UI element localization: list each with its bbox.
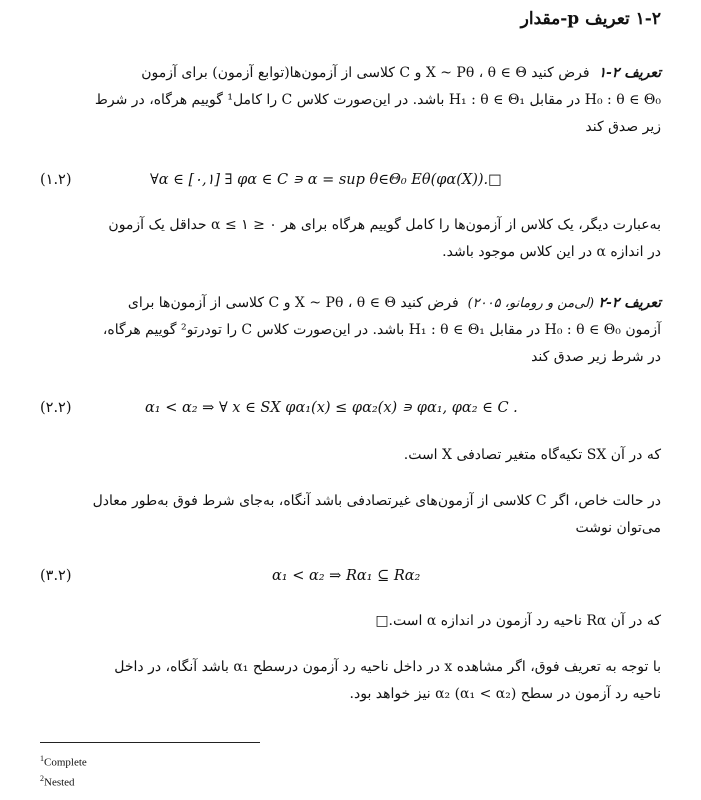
- equation-1: [40, 170, 660, 196]
- section-title: ۱-۲ تعریف p-مقدار: [520, 9, 661, 29]
- definition-2-text-1: فرض کنید X ~ Pθ ، θ ∈ Θ و C کلاسی از آزمون‌ها برای: [127, 295, 459, 311]
- footnote-1: [40, 752, 87, 770]
- definition-1-label: تعریف ۲-۱: [598, 65, 661, 81]
- equation-1-number: (۱.۲): [40, 172, 72, 188]
- definition-2-label: تعریف ۲-۲: [598, 295, 661, 311]
- paragraph-2-line-1: به‌عبارت دیگر، یک کلاس از آزمون‌ها را کامل گوییم هرگاه برای هر ۰ ≤ α ≤ ۱ حداقل یک آزمون: [108, 217, 661, 233]
- paragraph-4-line-2: می‌توان نوشت: [575, 520, 661, 536]
- equation-3: [40, 566, 660, 592]
- footnote-2-text: Nested: [44, 776, 75, 789]
- footnote-2-mark: 2: [40, 774, 44, 783]
- paragraph-6-line-1: با توجه به تعریف فوق، اگر مشاهده x در داخل ناحیه رد آزمون درسطح α₁ باشد آنگاه، در داخل: [114, 659, 661, 675]
- paragraph-2-line-2: در اندازه α در این کلاس موجود باشد.: [442, 244, 661, 260]
- definition-2-citation: (لی‌من و رومانو، ۲۰۰۵): [467, 296, 595, 311]
- equation-1-expression: ∀α ∈ [۰,۱] ∃ φα ∈ C ∍ α = sup θ∈Θ₀ Eθ(φα(X)).□: [150, 172, 502, 188]
- paragraph-6-line-2: ناحیه رد آزمون در سطح α₂ (α₁ < α₂) نیز خواهد بود.: [349, 686, 661, 702]
- equation-2-expression: α₁ < α₂ ⇒ ∀ x ∈ SX φα₁(x) ≤ φα₂(x) ∍ φα₁, φα₂ ∈ C .: [145, 400, 518, 416]
- paragraph-support: [41, 442, 661, 469]
- definition-2-line-1: [41, 290, 661, 317]
- definition-1-line-2: H₀ : θ ∈ Θ₀ در مقابل H₁ : θ ∈ Θ₁ باشد. در این‌صورت کلاس C را کامل¹ گوییم هرگاه، در شرط: [94, 92, 661, 108]
- equation-2: [40, 398, 660, 424]
- paragraph-complete-explanation: [41, 212, 661, 266]
- footnote-1-text: Complete: [44, 756, 87, 769]
- paragraph-4-line-1: در حالت خاص، اگر C کلاسی از آزمون‌های غیرتصادفی باشد آنگاه، به‌جای شرط فوق به‌طور معادل: [92, 493, 661, 509]
- definition-1: [41, 60, 661, 141]
- definition-2: [41, 290, 661, 371]
- paragraph-3-line-1: که در آن SX تکیه‌گاه متغیر تصادفی X است.: [403, 447, 661, 463]
- paragraph-rejection-region: [41, 608, 661, 635]
- footnote-1-mark: 1: [40, 754, 44, 763]
- definition-1-line-3: زیر صدق کند: [585, 119, 661, 135]
- equation-3-expression: α₁ < α₂ ⇒ Rα₁ ⊆ Rα₂: [272, 568, 421, 584]
- definition-1-line-1: [41, 60, 661, 87]
- footnote-2: [40, 772, 75, 790]
- paragraph-special-case: [41, 488, 661, 542]
- equation-2-number: (۲.۲): [40, 400, 72, 416]
- definition-2-line-3: در شرط زیر صدق کند: [531, 349, 661, 365]
- equation-3-number: (۳.۲): [40, 568, 72, 584]
- paragraph-5-line-1: که در آن Rα ناحیه رد آزمون در اندازه α است.□: [375, 613, 661, 629]
- footnote-separator: [40, 742, 260, 743]
- definition-2-line-2: آزمون H₀ : θ ∈ Θ₀ در مقابل H₁ : θ ∈ Θ₁ باشد. در این‌صورت کلاس C را تودرتو² گوییم هرگاه،: [102, 322, 661, 338]
- definition-1-text-1: فرض کنید X ~ Pθ ، θ ∈ Θ و C کلاسی از آزمون‌ها(توابع آزمون) برای آزمون: [141, 65, 590, 81]
- paragraph-conclusion: [41, 654, 661, 708]
